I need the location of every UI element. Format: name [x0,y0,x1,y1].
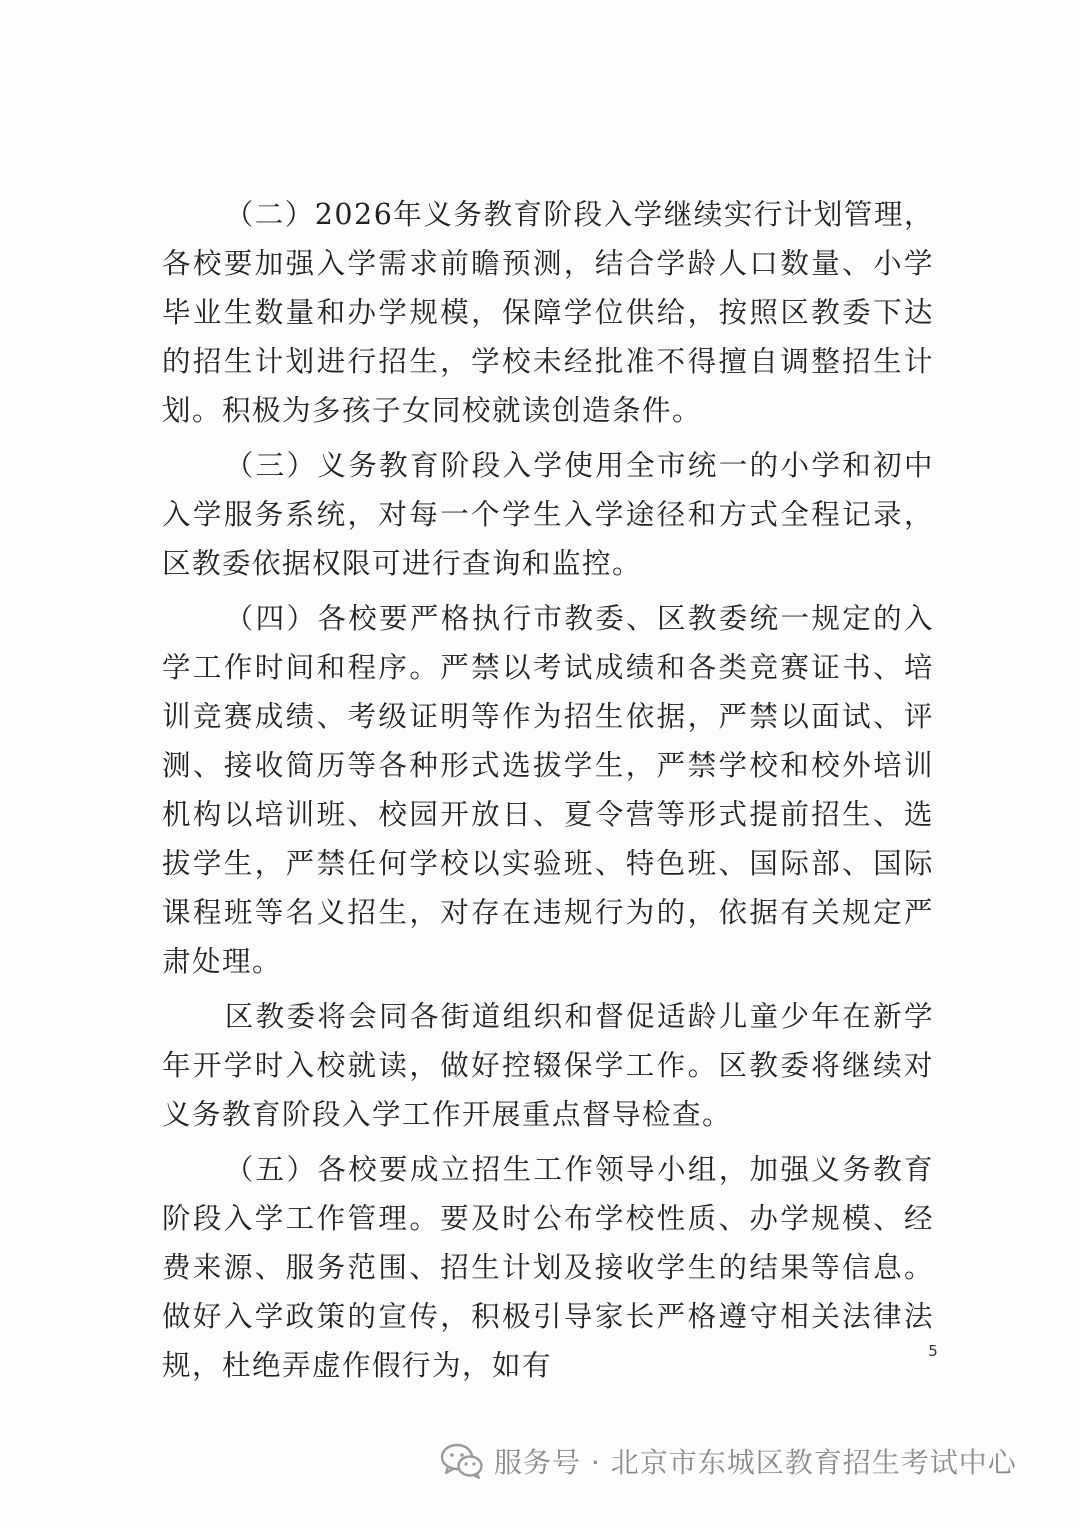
wechat-icon [440,1443,484,1479]
page-number: 5 [928,1342,938,1360]
paragraph-3: （三）义务教育阶段入学使用全市统一的小学和初中入学服务系统，对每一个学生入学途径和方式全程记录，区教委依据权限可进行查询和监控。 [162,449,934,580]
paragraph-2: （二）2026年义务教育阶段入学继续实行计划管理，各校要加强入学需求前瞻预测，结合学龄人口数量、小学毕业生数量和办学规模，保障学位供给，按照区教委下达的招生计划进行招生，学校未经批准不得擅自调整招生计划。积极为多孩子女同校就读创造条件。 [162,198,934,427]
document-body [162,190,934,1396]
paragraph-4: （四）各校要严格执行市教委、区教委统一规定的入学工作时间和程序。严禁以考试成绩和各类竞赛证书、培训竞赛成绩、考级证明等作为招生依据，严禁以面试、评测、接收简历等各种形式选拔学生，严禁学校和校外培训机构以培训班、校园开放日、夏令营等形式提前招生、选拔学生，严禁任何学校以实验班、特色班、国际部、国际课程班等名义招生，对存在违规行为的，依据有关规定严肃处理。 [162,602,934,978]
watermark [440,1436,1017,1486]
watermark-text: 服务号 · 北京市东城区教育招生考试中心 [494,1446,1017,1479]
paragraph-5: （五）各校要成立招生工作领导小组，加强义务教育阶段入学工作管理。要及时公布学校性质、办学规模、经费来源、服务范围、招生计划及接收学生的结果等信息。做好入学政策的宣传，积极引导家长严格遵守相关法律法规，杜绝弄虚作假行为，如有 [162,1153,934,1382]
paragraph-4-supplement: 区教委将会同各街道组织和督促适龄儿童少年在新学年开学时入校就读，做好控辍保学工作。区教委将继续对义务教育阶段入学工作开展重点督导检查。 [162,1000,934,1131]
